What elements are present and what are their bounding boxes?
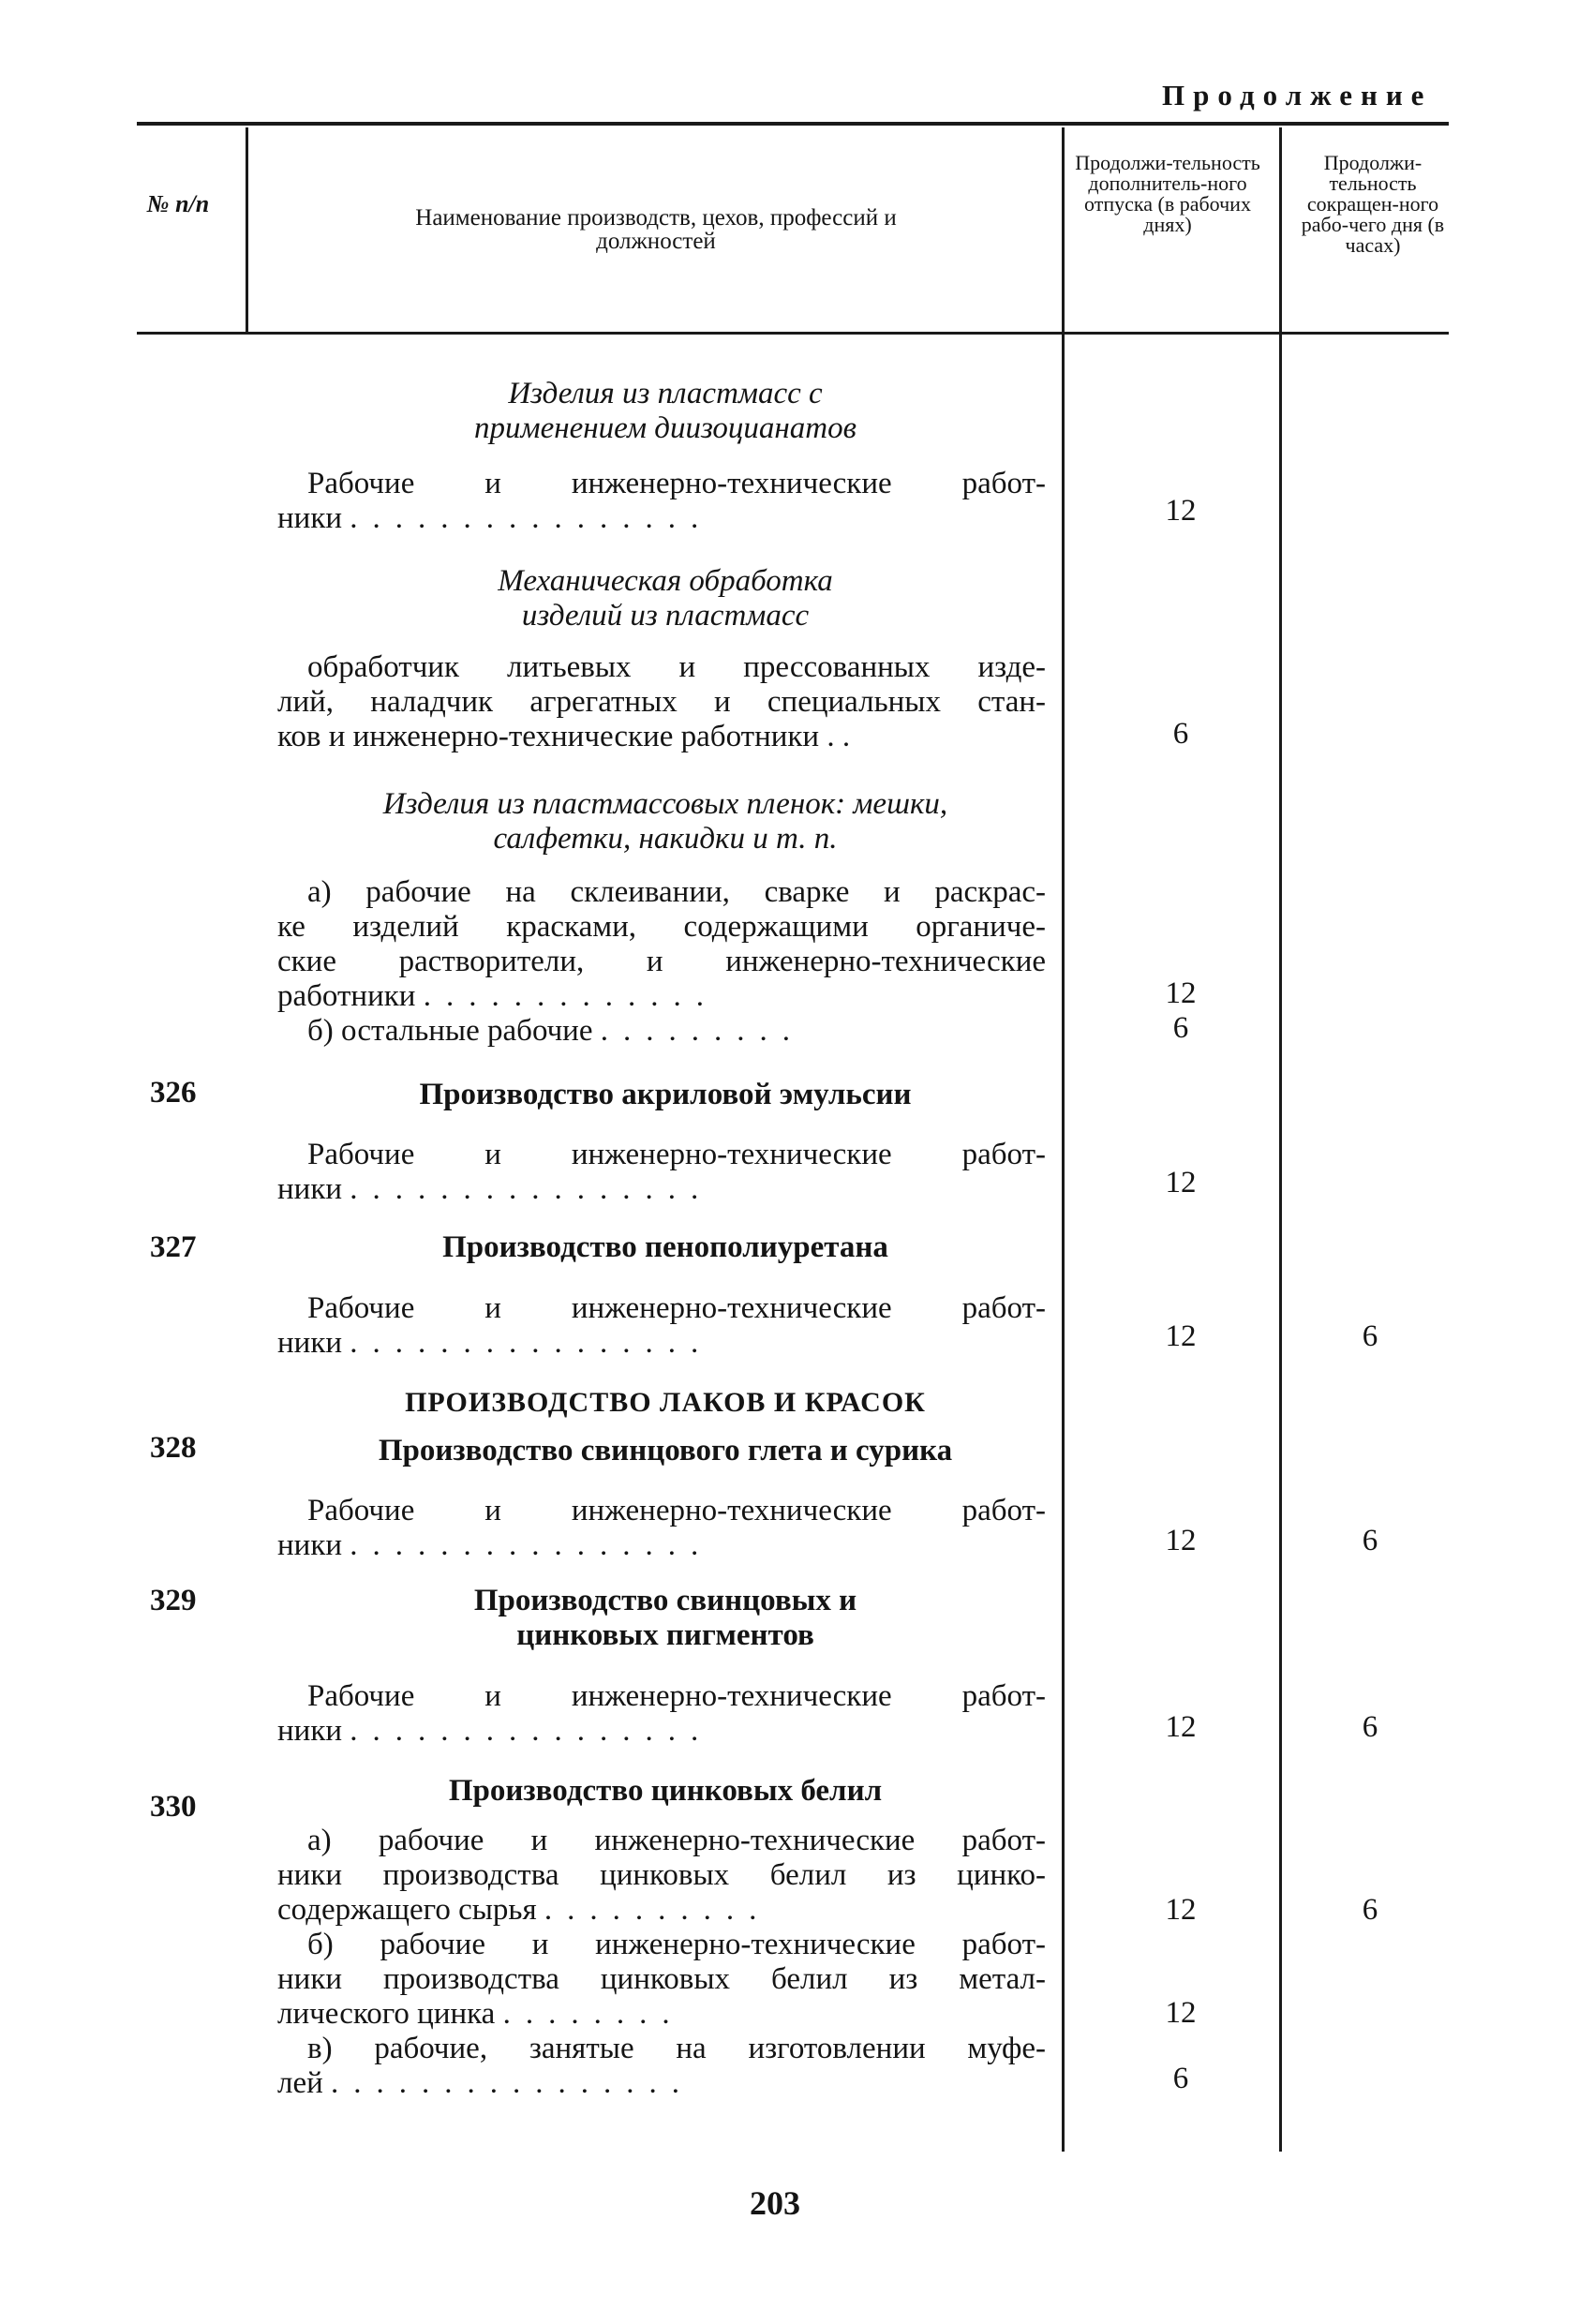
item-text: обработчик литьевых и прессованных изде- лий, наладчик агрегатных и специальных стан- ков и инженерно-технические работники . .: [277, 650, 1046, 753]
chapter-heading: ПРОИЗВОДСТВО ЛАКОВ И КРАСОК: [405, 1387, 926, 1418]
row-number: 326: [150, 1076, 197, 1110]
continuation-label: Продолжение: [1162, 79, 1433, 112]
page-number: 203: [750, 2184, 800, 2222]
section-title: Изделия из пластмасс с применением диизоцианатов: [474, 377, 857, 445]
item-text: Рабочие и инженерно-технические работ- ники ................: [277, 1679, 1046, 1748]
section-title: Производство свинцового глета и сурика: [378, 1434, 953, 1467]
shortened-value: 6: [1362, 1524, 1378, 1557]
header-shortened: Продолжи-тельность сокращен-ного рабо-чего дня (в часах): [1301, 151, 1445, 257]
vacation-value: 12: [1165, 1166, 1197, 1199]
shortened-value: 6: [1362, 1710, 1378, 1744]
section-title: Производство пенополиуретана: [442, 1230, 888, 1264]
header-name: Наименование производств, цехов, профессий и должностей: [415, 205, 897, 254]
item-a-text: а) рабочие на склеивании, сварке и раскрас- ке изделий красками, содержащими органиче- ские растворители, и инженерно-технические работники ............. б) остальные рабочие .........: [277, 875, 1046, 1048]
section-title: Механическая обработка изделий из пластмасс: [498, 564, 833, 633]
divider-num: [246, 127, 248, 332]
vacation-value: 12: [1165, 1524, 1197, 1557]
item-text: Рабочие и инженерно-технические работ- ники ................: [277, 1138, 1046, 1206]
row-number: 328: [150, 1431, 197, 1465]
vacation-c-value: 6: [1172, 2062, 1189, 2095]
vacation-a-value: 12: [1165, 976, 1197, 1010]
vacation-value: 12: [1165, 1319, 1197, 1353]
header-num: № п/п: [146, 190, 210, 217]
shortened-value: 6: [1362, 1319, 1378, 1353]
header-vacation: Продолжи-тельность дополнитель-ного отпуска (в рабочих днях): [1075, 151, 1260, 236]
section-title: Производство цинковых белил: [448, 1774, 883, 1808]
shortened-a-value: 6: [1362, 1893, 1378, 1927]
divider-vacation: [1279, 127, 1282, 2152]
item-text: Рабочие и инженерно-технические работ- ники ................: [277, 467, 1046, 535]
item-text: Рабочие и инженерно-технические работ- ники ................: [277, 1291, 1046, 1360]
row-number: 329: [150, 1584, 197, 1617]
divider-name: [1062, 127, 1065, 2152]
vacation-a-value: 12: [1165, 1893, 1197, 1927]
item-a-text: а) рабочие и инженерно-технические работ- ники производства цинковых белил из цинко- содержащего сырья .......... б) рабочие и инженерно-технические работ- ники производства цинковых белил из метал- лического цинка ........ в) рабочие, занятые на изготовлении муфе- лей ................: [277, 1824, 1046, 2100]
row-number: 330: [150, 1790, 197, 1824]
header-bottom-rule: [137, 332, 1449, 335]
vacation-value: 12: [1165, 1710, 1197, 1744]
section-title: Производство свинцовых и цинковых пигментов: [473, 1584, 857, 1652]
vacation-b-value: 12: [1165, 1996, 1197, 2030]
section-title: Производство акриловой эмульсии: [419, 1078, 912, 1111]
vacation-b-value: 6: [1172, 1011, 1189, 1045]
table-top-rule: [137, 122, 1449, 126]
section-title: Изделия из пластмассовых пленок: мешки, салфетки, накидки и т. п.: [382, 787, 948, 856]
row-number: 327: [150, 1230, 197, 1264]
item-text: Рабочие и инженерно-технические работ- ники ................: [277, 1494, 1046, 1562]
vacation-value: 6: [1172, 717, 1189, 751]
vacation-value: 12: [1165, 494, 1197, 528]
